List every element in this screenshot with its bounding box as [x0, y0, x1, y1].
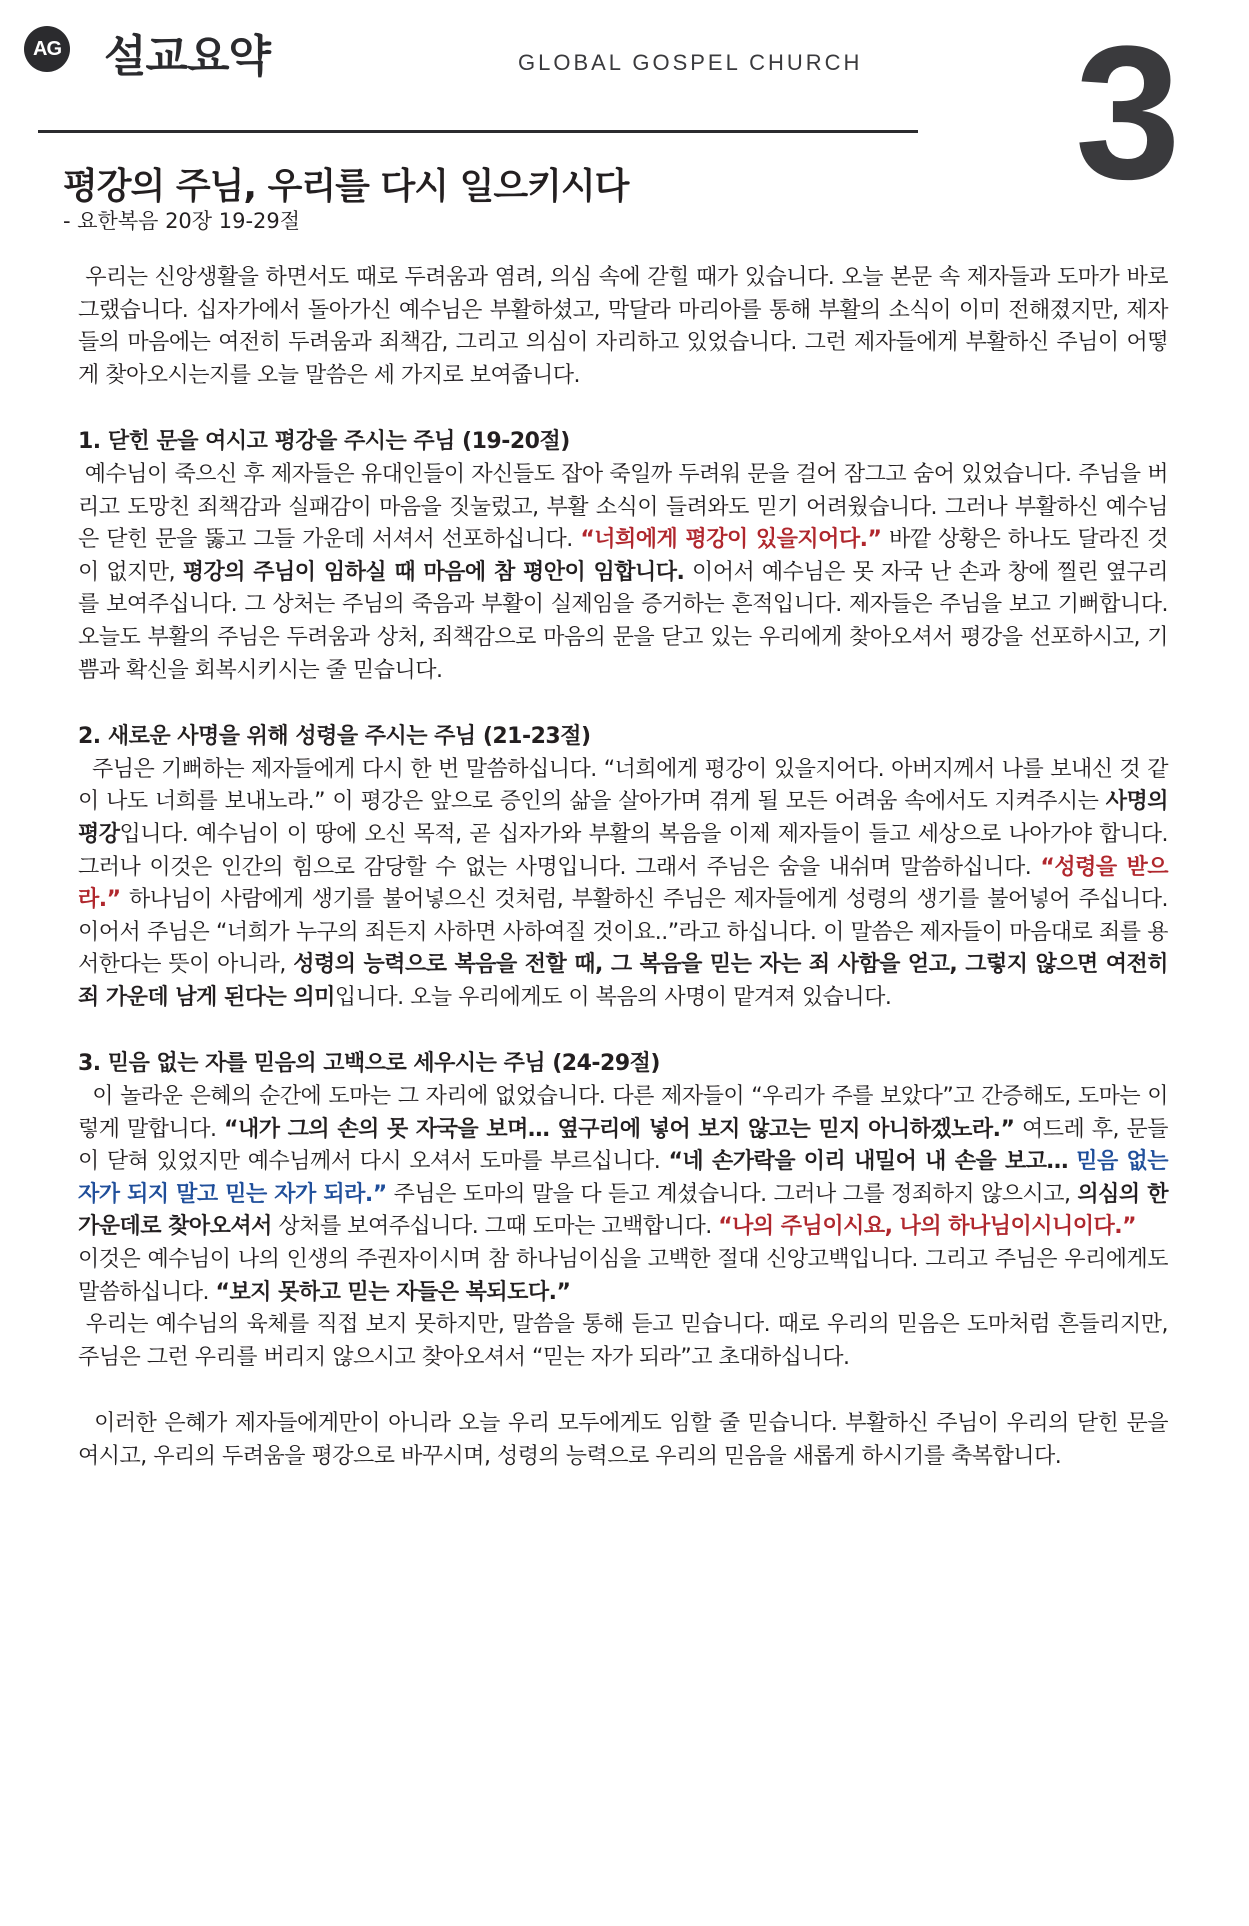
section-3-heading: 3. 믿음 없는 자를 믿음의 고백으로 세우시는 주님 (24-29절): [78, 1051, 660, 1077]
scripture-reference: - 요한복음 20장 19-29절: [63, 209, 301, 233]
section-3-emphasis-3: 의심의 한가운데로 찾아오셔서: [78, 1181, 1168, 1240]
section-3-emphasis-2: “네 손가락을 이리 내밀어 내 손을 보고…: [668, 1149, 1069, 1175]
section-3-quote-blue: 믿음 없는 자가 되지 말고 믿는 자가 되라.”: [78, 1149, 1169, 1207]
header-divider: [38, 130, 918, 133]
section-2-paragraph: 주님은 기뻐하는 제자들에게 다시 한 번 말씀하십니다. “너희에게 평강이 있을지어다. 아버지께서 나를 보내신 것 같이 나도 너희를 보내노라.” 이 평강은 앞으로 증인의 삶을 살아가며 겪게 될 모든 어려움 속에서도 지켜주시는 사명의 평강입니다. 예수님이 이 땅에 오신 목적, 곧 십자가와 부활의 복음을 이제 제자들이 들고 세상으로 나아가야 합니다. 그러나 이것은 인간의 힘으로 감당할 수 없는 사명입니다. 그래서 주님은 숨을 내쉬며 말씀하십니다. “성령을 받으라.” 하나님이 사람에게 생기를 불어넣으신 것처럼, 부활하신 주님은 제자들에게 성령의 생기를 불어넣어 주십니다. 이어서 주님은 “너희가 누구의 죄든지 사하면 사하여질 것이요..”라고 하십니다. 이 말씀은 제자들이 마음대로 죄를 용서한다는 뜻이 아니라, 성령의 능력으로 복음을 전할 때, 그 복음을 믿는 자는 죄 사함을 얻고, 그렇지 않으면 여전히 죄 가운데 남게 된다는 의미입니다. 오늘 우리에게도 이 복음의 사명이 맡겨져 있습니다.: [78, 756, 1168, 1010]
section-3-quote-red: “나의 주님이시요, 나의 하나님이시니이다.”: [718, 1214, 1137, 1240]
section-1-heading: 1. 닫힌 문을 여시고 평강을 주시는 주님 (19-20절): [78, 429, 570, 455]
intro-paragraph: 우리는 신앙생활을 하면서도 때로 두려움과 염려, 의심 속에 갇힐 때가 있습니다. 오늘 본문 속 제자들과 도마가 바로 그랬습니다. 십자가에서 돌아가신 예수님은 부활하셨고, 막달라 마리아를 통해 부활의 소식이 이미 전해졌지만, 제자들의 마음에는 여전히 두려움과 죄책감, 그리고 의심이 자리하고 있었습니다. 그런 제자들에게 부활하신 주님이 어떻게 찾아오시는지를 오늘 말씀은 세 가지로 보여줍니다.: [78, 265, 1168, 388]
section-3-paragraph-2: 우리는 예수님의 육체를 직접 보지 못하지만, 말씀을 통해 듣고 믿습니다. 때로 우리의 믿음은 도마처럼 흔들리지만, 주님은 그런 우리를 버리지 않으시고 찾아오셔서 “믿는 자가 되라”고 초대하십니다.: [78, 1312, 1168, 1370]
section-2-quote: “성령을 받으라.”: [78, 854, 1168, 913]
section-3-emphasis-4: “보지 못하고 믿는 자들은 복되도다.”: [215, 1279, 571, 1305]
sermon-body: [78, 262, 1168, 1474]
sermon-title: 평강의 주님, 우리를 다시 일으키시다: [63, 166, 629, 207]
section-2-emphasis-1: 사명의 평강: [78, 789, 1168, 847]
section-3-emphasis-1: “내가 그의 손의 못 자국을 보며… 옆구리에 넣어 보지 않고는 믿지 아니하겠노라.”: [224, 1116, 1015, 1142]
section-3-paragraph: 이 놀라운 은혜의 순간에 도마는 그 자리에 없었습니다. 다른 제자들이 “우리가 주를 보았다”고 간증해도, 도마는 이렇게 말합니다. “내가 그의 손의 못 자국을 보며… 옆구리에 넣어 보지 않고는 믿지 아니하겠노라.” 여드레 후, 문들이 닫혀 있었지만 예수님께서 다시 오셔서 도마를 부르십니다. “네 손가락을 이리 내밀어 내 손을 보고… 믿음 없는 자가 되지 말고 믿는 자가 되라.” 주님은 도마의 말을 다 듣고 계셨습니다. 그러나 그를 정죄하지 않으시고, 의심의 한가운데로 찾아오셔서 상처를 보여주십니다. 그때 도마는 고백합니다. “나의 주님이시요, 나의 하나님이시니이다.” 이것은 예수님이 나의 인생의 주권자이시며 참 하나님이심을 고백한 절대 신앙고백입니다. 그리고 주님은 우리에게도 말씀하십니다. “보지 못하고 믿는 자들은 복되도다.”: [78, 1084, 1169, 1305]
section-2-heading: 2. 새로운 사명을 위해 성령을 주시는 주님 (21-23절): [78, 724, 591, 750]
bulletin-section-title: 설교요약: [104, 31, 271, 82]
section-1-emphasis: 평강의 주님이 임하실 때 마음에 참 평안이 임합니다.: [182, 559, 685, 585]
church-name: GLOBAL GOSPEL CHURCH: [518, 50, 863, 75]
closing-paragraph: 이러한 은혜가 제자들에게만이 아니라 오늘 우리 모두에게도 임할 줄 믿습니다. 부활하신 주님이 우리의 닫힌 문을 여시고, 우리의 두려움을 평강으로 바꾸시며, 성령의 능력으로 우리의 믿음을 새롭게 하시기를 축복합니다.: [78, 1411, 1168, 1469]
church-logo-icon: AG: [24, 26, 70, 72]
page-number: 3: [1075, 7, 1181, 219]
section-1-quote: “너희에게 평강이 있을지어다.”: [580, 527, 882, 553]
section-1-paragraph: 예수님이 죽으신 후 제자들은 유대인들이 자신들도 잡아 죽일까 두려워 문을 걸어 잠그고 숨어 있었습니다. 주님을 버리고 도망친 죄책감과 실패감이 마음을 짓눌렀고, 부활 소식이 들려와도 믿기 어려웠습니다. 그러나 부활하신 예수님은 닫힌 문을 뚫고 그들 가운데 서셔서 선포하십니다. “너희에게 평강이 있을지어다.” 바깥 상황은 하나도 달라진 것이 없지만, 평강의 주님이 임하실 때 마음에 참 평안이 임합니다. 이어서 예수님은 못 자국 난 손과 창에 찔린 옆구리를 보여주십니다. 그 상처는 주님의 죽음과 부활이 실제임을 증거하는 흔적입니다. 제자들은 주님을 보고 기뻐합니다. 오늘도 부활의 주님은 두려움과 상처, 죄책감으로 마음의 문을 닫고 있는 우리에게 찾아오셔서 평강을 선포하시고, 기쁨과 확신을 회복시키시는 줄 믿습니다.: [78, 461, 1169, 683]
section-2-emphasis-2: 성령의 능력으로 복음을 전할 때, 그 복음을 믿는 자는 죄 사함을 얻고, 그렇지 않으면 여전히 죄 가운데 남게 된다는 의미: [78, 952, 1168, 1010]
